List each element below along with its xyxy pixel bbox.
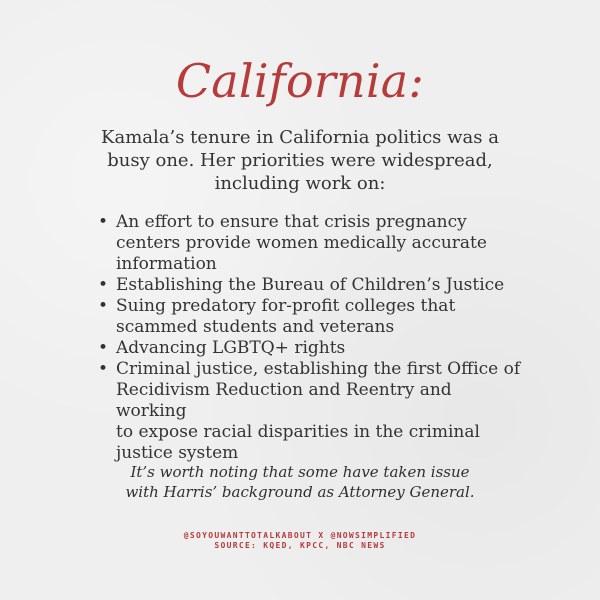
list-item bbox=[96, 275, 526, 296]
list-item-line: • An effort to ensure that crisis pregnancy bbox=[116, 212, 467, 232]
list-item bbox=[96, 338, 526, 359]
list-item-line: to expose racial disparities in the criminal bbox=[116, 422, 480, 442]
intro-line-3: including work on: bbox=[214, 173, 386, 194]
list-item-line: Recidivism Reduction and Reentry and working bbox=[116, 380, 452, 421]
list-item-line: information bbox=[116, 254, 217, 274]
list-item-line: • Establishing the Bureau of Children’s Justice bbox=[116, 275, 505, 295]
page-title: California: bbox=[175, 54, 425, 108]
credit-line-2: SOURCE: KQED, KPCC, NBC NEWS bbox=[214, 541, 386, 550]
credit-line-1: @SOYOUWANTTOTALKABOUT X @NOWSIMPLIFIED bbox=[183, 531, 417, 540]
intro-line-1: Kamala’s tenure in California politics was a bbox=[101, 127, 499, 148]
note-line-2: with Harris’ background as Attorney General. bbox=[125, 483, 475, 501]
list-item-line: • Suing predatory for-profit colleges that bbox=[116, 296, 456, 316]
list-item bbox=[96, 212, 526, 275]
priority-list bbox=[96, 212, 526, 464]
list-item-line: justice system bbox=[116, 443, 239, 463]
note-text bbox=[106, 462, 494, 502]
intro-text bbox=[92, 126, 508, 195]
list-item-line: • Advancing LGBTQ+ rights bbox=[116, 338, 346, 358]
intro-line-2: busy one. Her priorities were widespread, bbox=[107, 150, 493, 171]
list-item-line: scammed students and veterans bbox=[116, 317, 395, 337]
note-line-1: It’s worth noting that some have taken issue bbox=[130, 463, 470, 481]
list-item-line: • Criminal justice, establishing the first Office of bbox=[116, 359, 521, 379]
list-item-line: centers provide women medically accurate bbox=[116, 233, 487, 253]
list-item bbox=[96, 359, 526, 464]
list-item bbox=[96, 296, 526, 338]
